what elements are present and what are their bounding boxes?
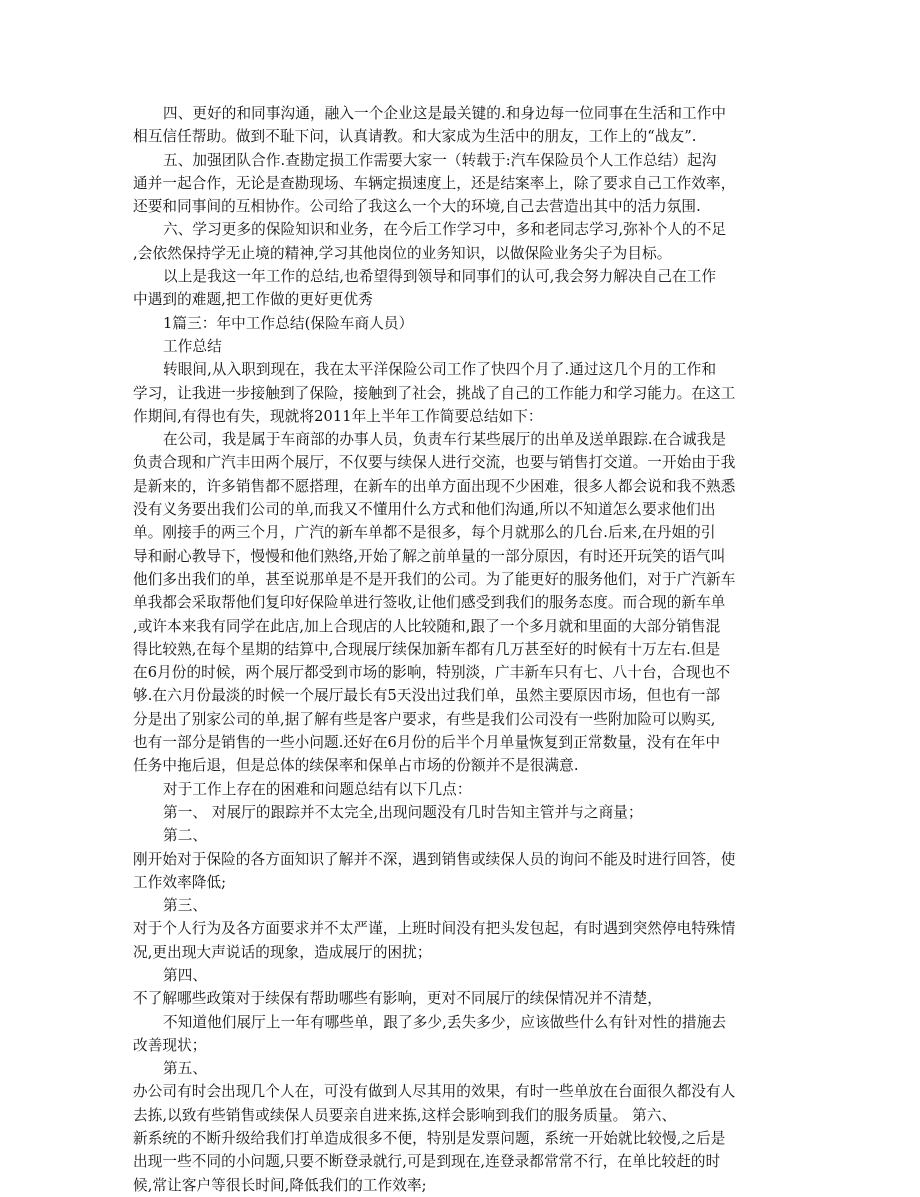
text-line: 够.在六月份最淡的时候一个展厅最长有5天没出过我们单，虽然主要原因市场，但也有一部	[133, 687, 721, 705]
text-line: 出现一些不同的小问题,只要不断登录就行,可是到现在,连登录都常常不行，在单比较赶的时	[133, 1153, 721, 1171]
text-line: 改善现状；	[133, 1036, 207, 1054]
text-line: 刚开始对于保险的各方面知识了解并不深，遇到销售或续保人员的询问不能及时进行回答，使	[133, 850, 736, 868]
text-line: 相互信任帮助。做到不耻下问，认真请教。和大家成为生活中的朋友，工作上的“战友”.	[133, 128, 697, 146]
text-line: 任务中拖后退，但是总体的续保率和保单占市场的份额并不是很满意.	[133, 757, 579, 775]
text-line: 负责合现和广汽丰田两个展厅，不仅要与续保人进行交流，也要与销售打交道。一开始由于我	[133, 454, 736, 472]
text-line: 候,常让客户等很长时间,降低我们的工作效率;	[133, 1176, 427, 1194]
text-line: 况,更出现大声说话的现象，造成展厅的困扰；	[133, 943, 432, 961]
text-line: 中遇到的难题,把工作做的更好更优秀	[133, 291, 373, 309]
text-line: 他们多出我们的单，甚至说那单是不是开我们的公司。为了能更好的服务他们，对于广汽新车	[133, 570, 736, 588]
text-line: 1篇三：年中工作总结(保险车商人员）	[163, 314, 414, 332]
text-line: 在6月份的时候，两个展厅都受到市场的影响，特别淡，广丰新车只有七、八十台，合现也不	[133, 664, 731, 682]
text-line: 工作效率降低;	[133, 873, 227, 891]
text-line: 办公司有时会出现几个人在，可没有做到人尽其用的效果，有时一些单放在台面很久都没有人	[133, 1083, 736, 1101]
text-line: 作期间,有得也有失，现就将2011年上半年工作简要总结如下：	[133, 407, 543, 425]
text-line: 没有义务要出我们公司的单,而我又不懂用什么方式和他们沟通,所以不知道怎么要求他们出	[133, 501, 716, 519]
text-line: 第四、	[163, 966, 208, 984]
text-line: 学习，让我进一步接触到了保险，接触到了社会，挑战了自己的工作能力和学习能力。在这工	[133, 384, 736, 402]
text-line: 四、更好的和同事沟通，融入一个企业这是最关键的.和身边每一位同事在生活和工作中	[163, 105, 727, 122]
text-line: 得比较熟,在每个星期的结算中,合现展厅续保加新车都有几万甚至好的时候有十万左右.但是	[133, 640, 721, 658]
text-line: 通并一起合作，无论是查勘现场、车辆定损速度上，还是结案率上，除了要求自己工作效率，	[133, 174, 736, 192]
text-line: 不知道他们展厅上一年有哪些单，跟了多少,丢失多少，应该做些什么有针对性的措施去	[163, 1013, 727, 1031]
text-line: 第三、	[163, 897, 208, 915]
text-line: 不了解哪些政策对于续保有帮助哪些有影响，更对不同展厅的续保情况并不清楚，	[133, 990, 662, 1008]
text-line: 也有一部分是销售的一些小问题.还好在6月份的后半个月单量恢复到正常数量，没有在年中	[133, 734, 721, 752]
text-line: 五、加强团队合作.查勘定损工作需要大家一（转载于:汽车保险员个人工作总结）起沟	[163, 151, 717, 169]
text-line: 还要和同事间的互相协作。公司给了我这么一个大的环境,自己去营造出其中的活力氛围.	[133, 198, 701, 216]
text-line: 第一、 对展厅的跟踪并不太完全,出现问题没有几时告知主管并与之商量；	[163, 803, 643, 821]
text-line: 第二、	[163, 827, 208, 845]
text-line: ,会依然保持学无止境的精神,学习其他岗位的业务知识，以做保险业务尖子为目标。	[133, 244, 672, 262]
text-line: 以上是我这一年工作的总结,也希望得到领导和同事们的认可,我会努力解决自己在工作	[163, 268, 717, 286]
text-line: 分是出了别家公司的单,据了解有些是客户要求，有些是我们公司没有一些附加险可以购买,	[133, 710, 716, 728]
text-line: 新系统的不断升级给我们打单造成很多不便，特别是发票问题，系统一开始就比较慢,之后是	[133, 1130, 726, 1148]
text-line: 六、学习更多的保险知识和业务，在今后工作学习中，多和老同志学习,弥补个人的不足	[163, 221, 727, 239]
text-line: 转眼间,从入职到现在，我在太平洋保险公司工作了快四个月了.通过这几个月的工作和	[163, 361, 717, 379]
text-line: 对于个人行为及各方面要求并不太严谨，上班时间没有把头发包起，有时遇到突然停电特殊情	[133, 920, 736, 938]
document-body	[133, 102, 785, 1197]
text-line: 单。刚接手的两三个月，广汽的新车单都不是很多，每个月就那么的几台.后来,在丹姐的引	[133, 524, 716, 542]
text-line: 去拣,以致有些销售或续保人员要亲自进来拣,这样会影响到我们的服务质量。 第六、	[133, 1106, 677, 1124]
text-line: 在公司，我是属于车商部的办事人员，负责车行某些展厅的出单及送单跟踪.在合诚我是	[163, 431, 727, 449]
text-line: 导和耐心教导下，慢慢和他们熟络,开始了解之前单量的一部分原因，有时还开玩笑的语气叫	[133, 547, 726, 565]
text-line: 工作总结	[163, 337, 222, 355]
text-line: 单我都会采取帮他们复印好保险单进行签收,让他们感受到我们的服务态度。而合现的新车单	[133, 594, 726, 612]
text-line: 第五、	[163, 1060, 208, 1078]
text-line: ,或许本来我有同学在此店,加上合现店的人比较随和,跟了一个多月就和里面的大部分销售混	[133, 617, 721, 635]
text-line: 是新来的，许多销售都不愿搭理，在新车的出单方面出现不少困难，很多人都会说和我不熟悉	[133, 477, 736, 495]
text-line: 对于工作上存在的困难和问题总结有以下几点：	[163, 780, 472, 798]
